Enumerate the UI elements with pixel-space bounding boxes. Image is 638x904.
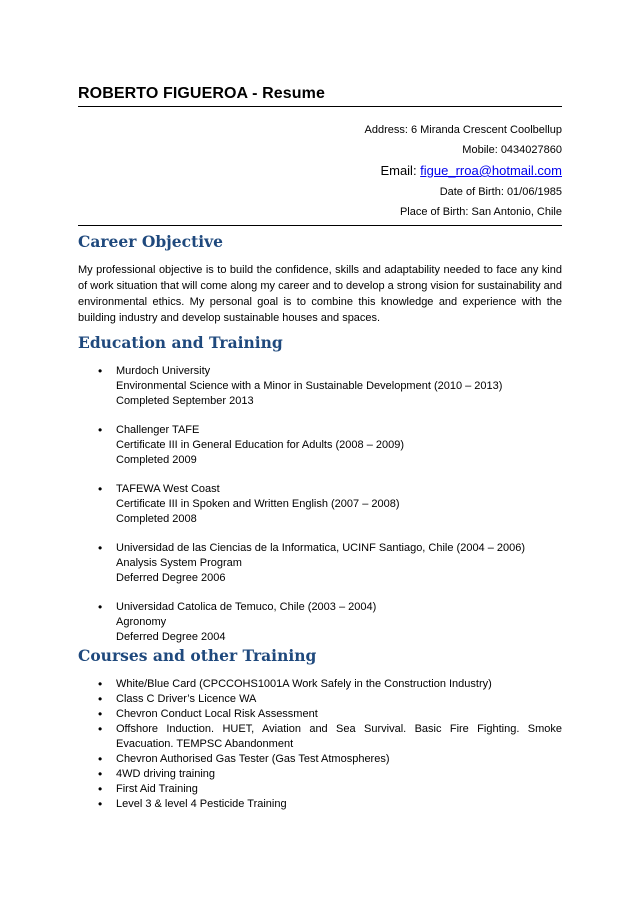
list-item [78, 364, 562, 409]
list-item: • Offshore Induction. HUET, Aviation and Sea Survival. Basic Fire Fighting. Smoke Evacuation. TEMPSC Abandonment [78, 722, 562, 752]
list-item [78, 541, 562, 586]
education-status: Completed September 2013 [116, 395, 254, 407]
list-item: • Class C Driver’s Licence WA [78, 692, 562, 707]
education-detail: Certificate III in General Education for Adults (2008 – 2009) [116, 439, 404, 451]
list-item: • 4WD driving training [78, 767, 562, 782]
email-line [365, 160, 563, 182]
education-status: Deferred Degree 2006 [116, 572, 226, 584]
education-status: Completed 2008 [116, 513, 197, 525]
education-status: Deferred Degree 2004 [116, 631, 226, 643]
education-list [78, 364, 562, 659]
email-label: Email: [380, 163, 421, 178]
courses-heading: Courses and other Training [78, 646, 317, 665]
career-text: My professional objective is to build the confidence, skills and adaptability needed to face any kind of work situation that will come along my career and to develop a strong vision for sustainability and environmental ethics. My personal goal is to combine this knowledge and experience with the building industry and develop sustainable houses and spaces. [78, 264, 562, 324]
list-item [78, 600, 562, 645]
list-item: • White/Blue Card (CPCCOHS1001A Work Safely in the Construction Industry) [78, 677, 562, 692]
contact-divider [78, 225, 562, 226]
list-item: • Chevron Conduct Local Risk Assessment [78, 707, 562, 722]
dob-line: Date of Birth: 01/06/1985 [439, 186, 562, 198]
contact-block [365, 120, 563, 222]
education-detail: Certificate III in Spoken and Written English (2007 – 2008) [116, 498, 400, 510]
career-heading: Career Objective [78, 232, 223, 251]
education-name: • Murdoch University [116, 365, 211, 377]
address-line: Address: 6 Miranda Crescent Coolbellup [364, 124, 562, 136]
education-detail: Agronomy [116, 616, 167, 628]
education-status: Completed 2009 [116, 454, 197, 466]
list-item: • First Aid Training [78, 782, 562, 797]
resume-title: ROBERTO FIGUEROA - Resume [78, 85, 325, 102]
education-name: • TAFEWA West Coast [116, 483, 220, 495]
header-divider [78, 106, 562, 107]
education-detail: Environmental Science with a Minor in Sustainable Development (2010 – 2013) [116, 380, 503, 392]
list-item: • Level 3 & level 4 Pesticide Training [78, 797, 562, 812]
list-item [78, 482, 562, 527]
courses-list [78, 677, 562, 812]
education-heading: Education and Training [78, 333, 283, 352]
education-detail: Analysis System Program [116, 557, 242, 569]
mobile-line: Mobile: 0434027860 [462, 144, 562, 156]
email-link[interactable]: figue_rroa@hotmail.com [420, 163, 562, 178]
education-name: • Universidad de las Ciencias de la Informatica, UCINF Santiago, Chile (2004 – 2006) [116, 542, 526, 554]
education-name: • Challenger TAFE [116, 424, 200, 436]
list-item [78, 423, 562, 468]
education-name: • Universidad Catolica de Temuco, Chile (2003 – 2004) [116, 601, 377, 613]
pob-line: Place of Birth: San Antonio, Chile [399, 206, 562, 218]
list-item: • Chevron Authorised Gas Tester (Gas Test Atmospheres) [78, 752, 562, 767]
